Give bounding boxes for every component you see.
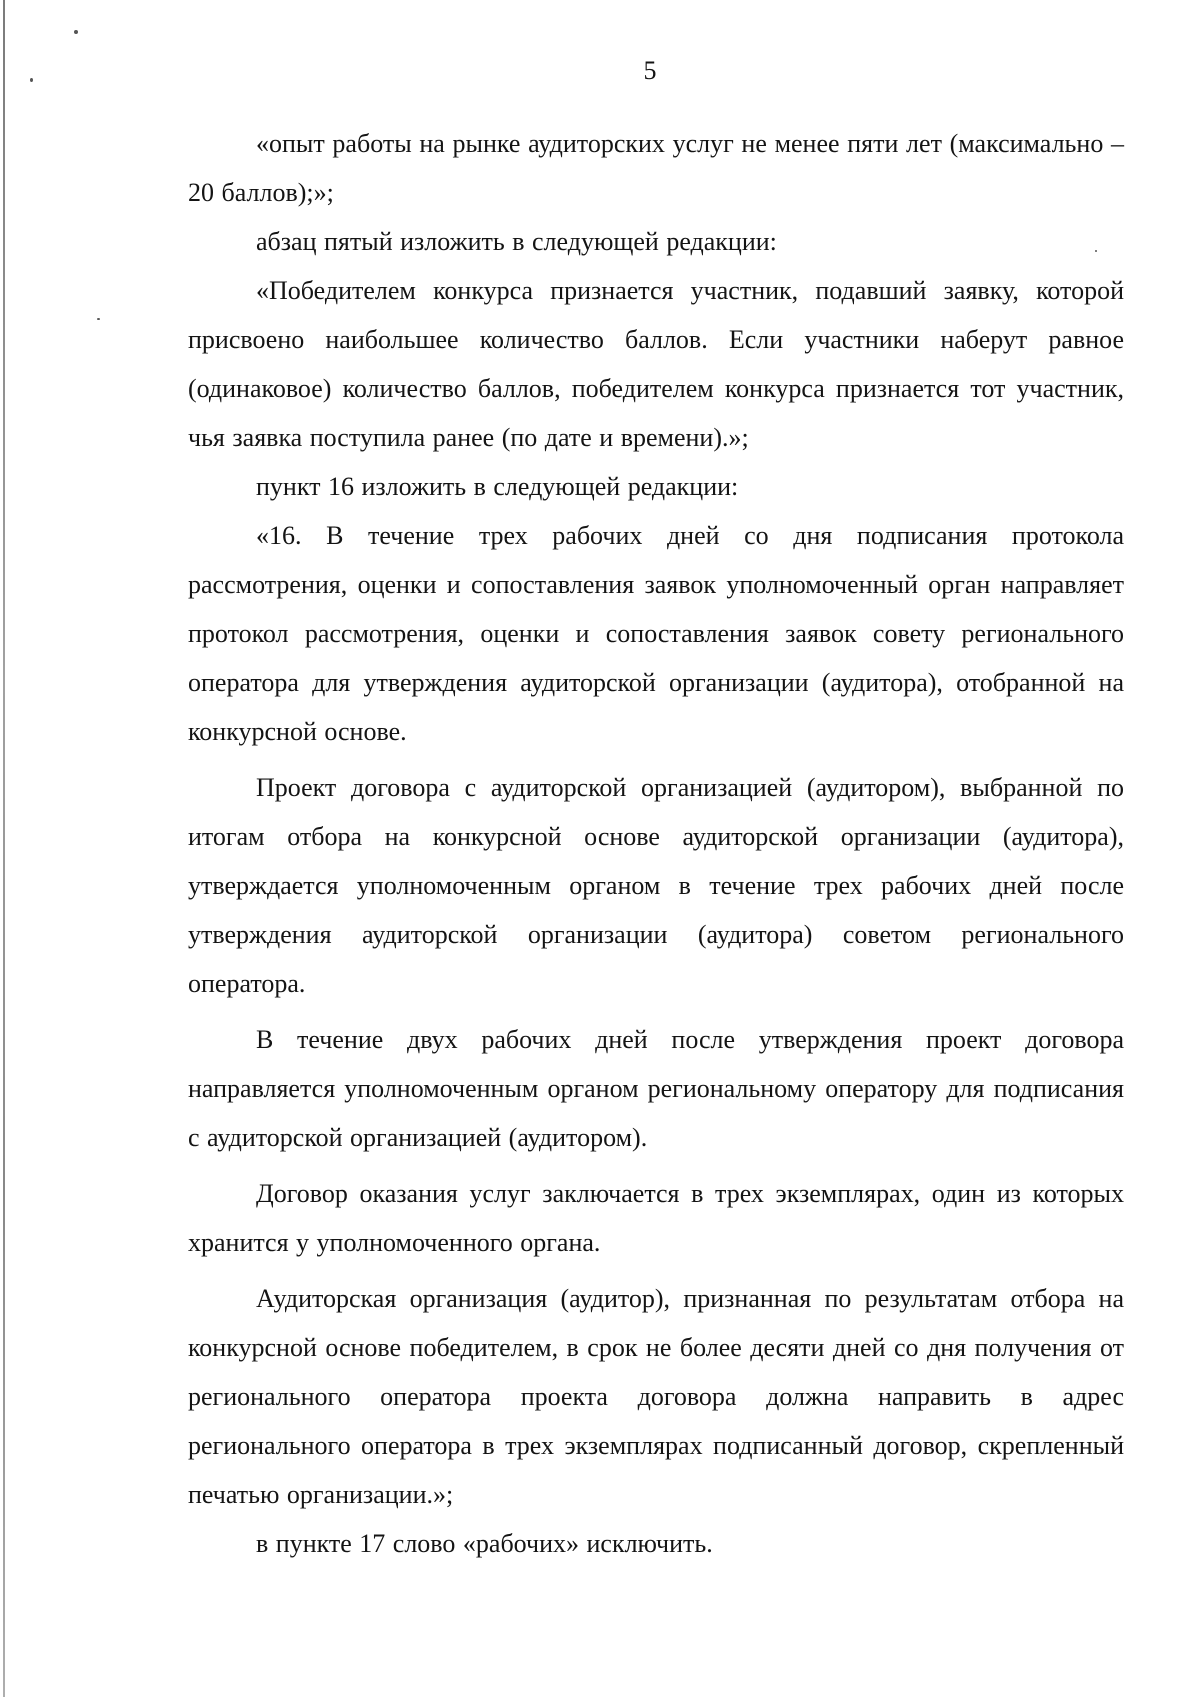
paragraph-contract-draft: Проект договора с аудиторской организацией (аудитором), выбранной по итогам отбора на конкурсной основе аудиторской организации (аудитора), утверждается уполномоченным органом в течение трех рабочих дней после утверждения аудиторской организации (аудитора) советом регионального оператора. [188, 773, 1124, 998]
page-number: 5 [643, 56, 657, 85]
paragraph-contract-sending: В течение двух рабочих дней после утверждения проект договора направляется уполномоченным органом региональному оператору для подписания с аудиторской организацией (аудитором). [188, 1025, 1124, 1152]
paragraph-contract-copies: Договор оказания услуг заключается в трех экземплярах, один из которых хранится у уполномоченного органа. [188, 1179, 1124, 1257]
paragraph-instruction-item16: пункт 16 изложить в следующей редакции: [256, 472, 739, 501]
scan-speck [74, 30, 78, 34]
paragraph-item16-protocol: «16. В течение трех рабочих дней со дня подписания протокола рассмотрения, оценки и сопоставления заявок уполномоченный орган направляет протокол рассмотрения, оценки и сопоставления заявок совету регионального оператора для утверждения аудиторской организации (аудитора), отобранной на конкурсной основе. [188, 521, 1124, 746]
paragraph-quote-experience: «опыт работы на рынке аудиторских услуг не менее пяти лет (максимально – 20 баллов);»; [188, 129, 1124, 207]
scan-edge-line [3, 0, 5, 1697]
paragraph-auditor-obligation: Аудиторская организация (аудитор), признанная по результатам отбора на конкурсной основе победителем, в срок не более десяти дней со дня получения от регионального оператора проекта договора должна направить в адрес регионального оператора в трех экземплярах подписанный договор, скрепленный печатью организации.»; [188, 1284, 1124, 1509]
paragraph-instruction-para5: абзац пятый изложить в следующей редакции: [256, 227, 777, 256]
document-body [188, 119, 1124, 1568]
paragraph-instruction-item17: в пункте 17 слово «рабочих» исключить. [256, 1529, 713, 1558]
paragraph-quote-winner: «Победителем конкурса признается участник, подавший заявку, которой присвоено наибольшее количество баллов. Если участники наберут равное (одинаковое) количество баллов, победителем конкурса признается тот участник, чья заявка поступила ранее (по дате и времени).»; [188, 276, 1124, 452]
scan-speck [97, 318, 100, 320]
